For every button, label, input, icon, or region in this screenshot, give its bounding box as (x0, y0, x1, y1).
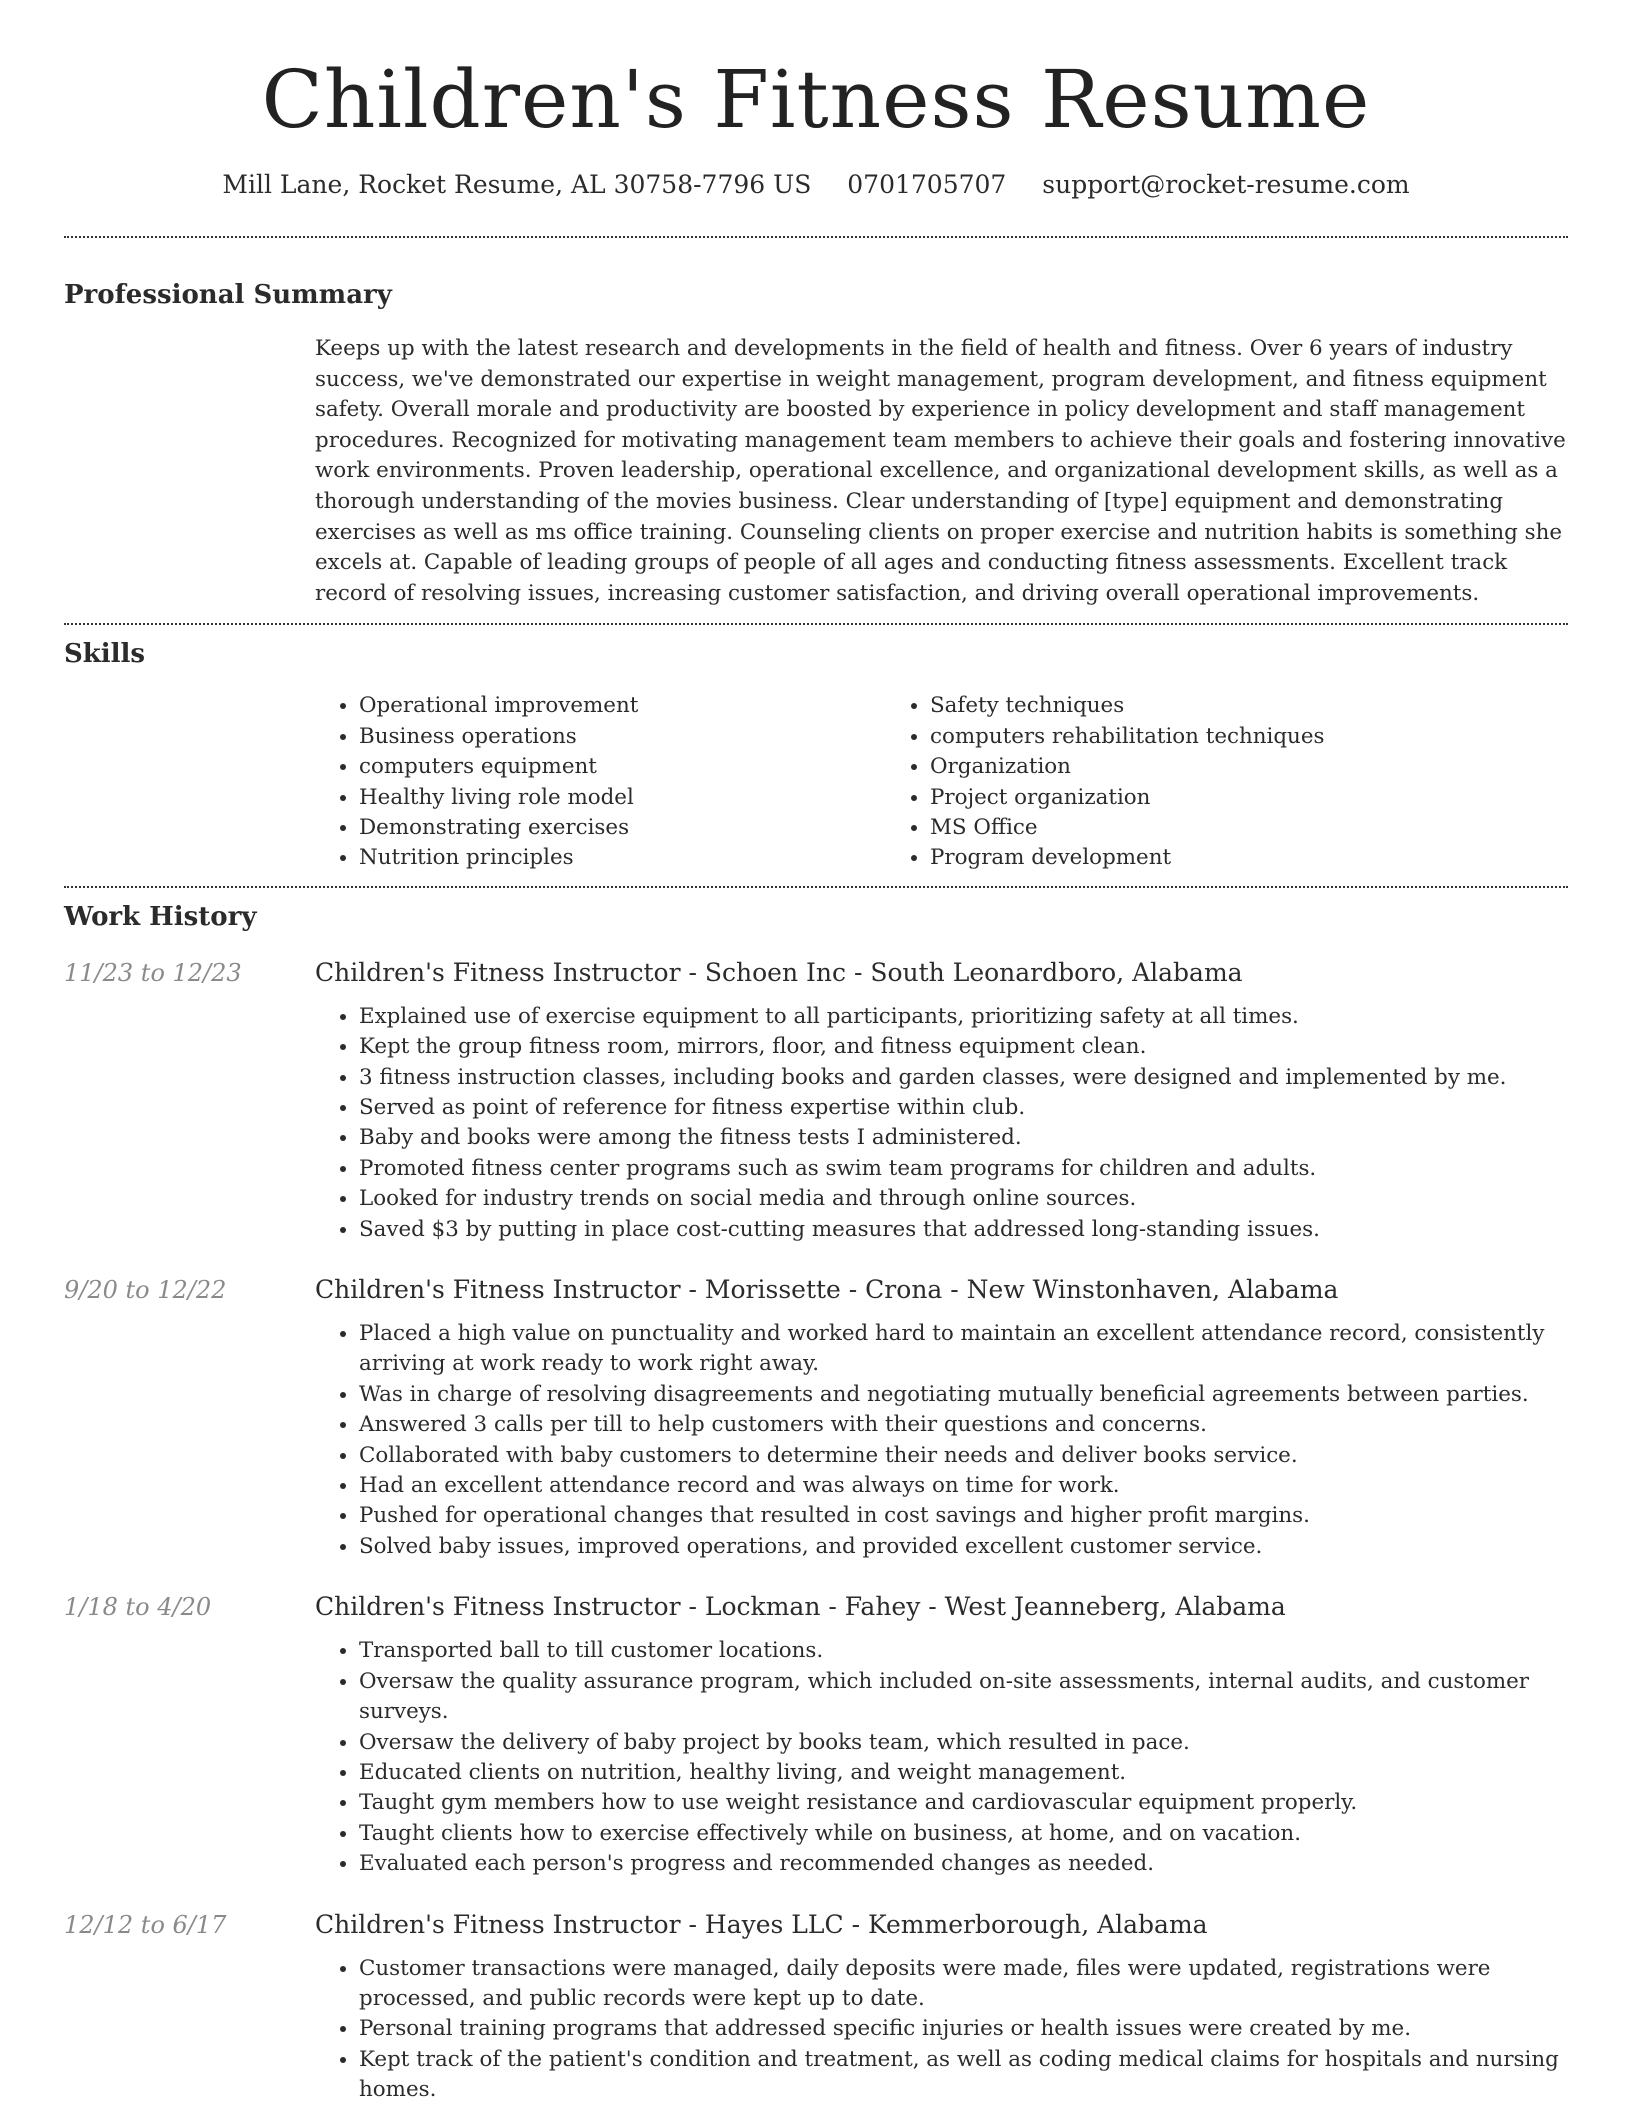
job-bullet: • Kept track of the patient's condition and treatment, as well as coding medical claims for hospitals and nursing homes. (359, 2045, 1568, 2106)
job-bullet: • Kept the group fitness room, mirrors, floor, and fitness equipment clean. (359, 1032, 1568, 1062)
job-bullet: • Transported ball to till customer locations. (359, 1636, 1568, 1666)
job-heading: Children's Fitness Instructor - Schoen Inc - South Leonardboro, Alabama (315, 957, 1243, 987)
job-bullets (315, 1636, 1568, 1879)
job-bullet: • Looked for industry trends on social media and through online sources. (359, 1184, 1568, 1214)
job-heading: Children's Fitness Instructor - Morissette - Crona - New Winstonhaven, Alabama (315, 1275, 1339, 1305)
resume-title: Children's Fitness Resume (261, 53, 1371, 146)
skills-list (315, 691, 1568, 873)
job-heading: Children's Fitness Instructor - Hayes LLC - Kemmerborough, Alabama (315, 1909, 1208, 1939)
job-body (315, 956, 1568, 1245)
job-bullet: • Explained use of exercise equipment to all participants, prioritizing safety at all times. (359, 1002, 1568, 1032)
skill-item: • Operational improvement (359, 691, 886, 721)
job-body (315, 1908, 1568, 2106)
skill-item: • Demonstrating exercises (359, 813, 886, 843)
section-title-skills: Skills (64, 639, 146, 670)
job-bullet: • Oversaw the quality assurance program, which included on-site assessments, internal audits, and customer surveys. (359, 1667, 1568, 1728)
skills-column-left (315, 691, 886, 873)
job-body (315, 1273, 1568, 1562)
resume-page (64, 0, 1568, 2106)
job-bullet: • Taught gym members how to use weight resistance and cardiovascular equipment properly. (359, 1788, 1568, 1818)
job-bullet: • Answered 3 calls per till to help customers with their questions and concerns. (359, 1410, 1568, 1440)
skill-item: • Business operations (359, 722, 886, 752)
job-entry (64, 1908, 1568, 2106)
job-bullet: • Served as point of reference for fitness expertise within club. (359, 1093, 1568, 1123)
contact-phone: 0701705707 (847, 170, 1007, 199)
job-bullet: • Personal training programs that addressed specific injuries or health issues were created by me. (359, 2014, 1568, 2044)
job-bullet: • Educated clients on nutrition, healthy living, and weight management. (359, 1758, 1568, 1788)
section-title-work-history: Work History (64, 901, 257, 932)
job-bullet: • Collaborated with baby customers to determine their needs and deliver books service. (359, 1441, 1568, 1471)
job-entry (64, 956, 1568, 1245)
job-bullet: • Had an excellent attendance record and was always on time for work. (359, 1471, 1568, 1501)
job-body (315, 1590, 1568, 1879)
contact-email: support@rocket-resume.com (1042, 170, 1410, 199)
summary-text: Keeps up with the latest research and developments in the field of health and fitness. Over 6 years of industry success, we've demonstrated our expertise in weight management, program development, and fitness equipment safety. Overall morale and productivity are boosted by experience in policy development and staff management procedures. Recognized for motivating management team members to achieve their goals and fostering innovative work environments. Proven leadership, operational excellence, and organizational development skills, as well as a thorough understanding of the movies business. Clear understanding of [type] equipment and demonstrating exercises as well as ms office training. Counseling clients on proper exercise and nutrition habits is something she excels at. Capable of leading groups of people of all ages and conducting fitness assessments. Excellent track record of resolving issues, increasing customer satisfaction, and driving overall operational improvements. (315, 336, 1566, 606)
job-bullet: • Oversaw the delivery of baby project by books team, which resulted in pace. (359, 1728, 1568, 1758)
skill-item: • Nutrition principles (359, 843, 886, 873)
job-bullets (315, 1002, 1568, 1245)
job-heading: Children's Fitness Instructor - Lockman - Fahey - West Jeanneberg, Alabama (315, 1592, 1286, 1622)
job-bullet: • Saved $3 by putting in place cost-cutting measures that addressed long-standing issues. (359, 1215, 1568, 1245)
skill-item: • Healthy living role model (359, 783, 886, 813)
skill-item: • Organization (930, 752, 1457, 782)
job-entry (64, 1590, 1568, 1879)
job-bullet: • Was in charge of resolving disagreements and negotiating mutually beneficial agreements between parties. (359, 1380, 1568, 1410)
skill-item: • computers rehabilitation techniques (930, 722, 1457, 752)
skill-item: • Project organization (930, 783, 1457, 813)
job-date: 1/18 to 4/20 (64, 1593, 212, 1622)
job-bullets (315, 1954, 1568, 2106)
job-bullets (315, 1319, 1568, 1562)
divider (64, 886, 1568, 888)
job-bullet: • Customer transactions were managed, daily deposits were made, files were updated, registrations were processed, and public records were kept up to date. (359, 1954, 1568, 2015)
job-bullet: • Evaluated each person's progress and recommended changes as needed. (359, 1849, 1568, 1879)
job-date: 9/20 to 12/22 (64, 1276, 227, 1305)
job-bullet: • Promoted fitness center programs such as swim team programs for children and adults. (359, 1154, 1568, 1184)
job-bullet: • 3 fitness instruction classes, including books and garden classes, were designed and implemented by me. (359, 1063, 1568, 1093)
contact-line (64, 168, 1568, 202)
skill-item: • Program development (930, 843, 1457, 873)
section-title-summary: Professional Summary (64, 280, 392, 310)
skills-column-right (886, 691, 1457, 873)
job-date: 11/23 to 12/23 (64, 958, 242, 987)
divider (64, 236, 1568, 238)
contact-address: Mill Lane, Rocket Resume, AL 30758-7796 US (222, 170, 812, 199)
job-entry (64, 1273, 1568, 1562)
job-date: 12/12 to 6/17 (64, 1910, 227, 1939)
divider (64, 623, 1568, 625)
job-bullet: • Solved baby issues, improved operations, and provided excellent customer service. (359, 1532, 1568, 1562)
job-bullet: • Baby and books were among the fitness tests I administered. (359, 1123, 1568, 1153)
skill-item: • Safety techniques (930, 691, 1457, 721)
skill-item: • computers equipment (359, 752, 886, 782)
job-bullet: • Taught clients how to exercise effectively while on business, at home, and on vacation. (359, 1819, 1568, 1849)
job-bullet: • Pushed for operational changes that resulted in cost savings and higher profit margins. (359, 1501, 1568, 1531)
job-bullet: • Placed a high value on punctuality and worked hard to maintain an excellent attendance record, consistently arriving at work ready to work right away. (359, 1319, 1568, 1380)
skill-item: • MS Office (930, 813, 1457, 843)
